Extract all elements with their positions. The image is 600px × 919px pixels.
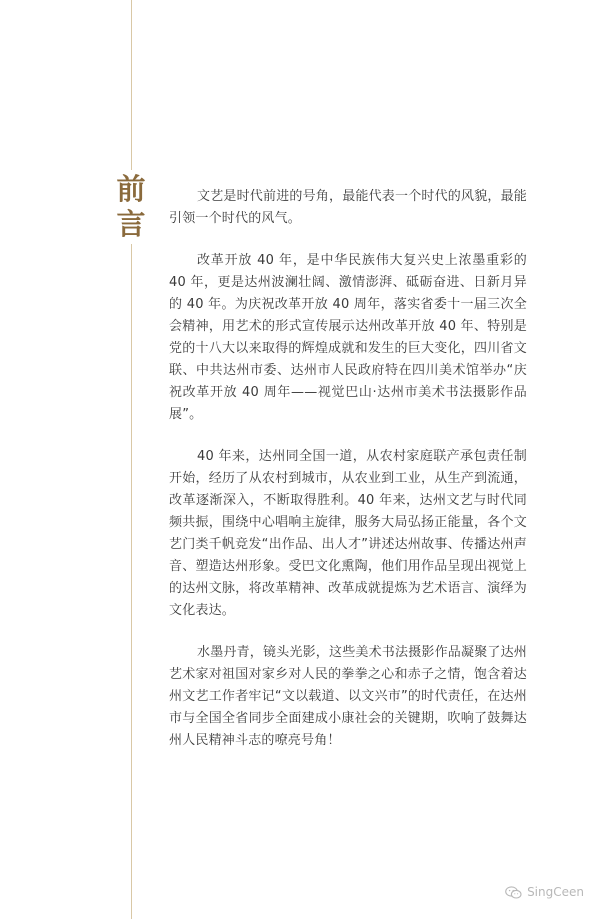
wechat-icon <box>505 886 522 899</box>
paragraph-2: 改革开放 40 年，是中华民族伟大复兴史上浓墨重彩的 40 年，更是达州波澜壮阔、激情澎湃、砥砺奋进、日新月异的 40 年。为庆祝改革开放 40 周年，落实省委十一届三次全会精神，用艺术的形式宣传展示达州改革开放 40 年、特别是党的十八大以来取得的辉煌成就和发生的巨大变化，四川省文联、中共达州市委、达州市人民政府特在四川美术馆举办“庆祝改革开放 40 周年——视觉巴山·达州市美术书法摄影作品展”。 <box>169 253 527 422</box>
paragraph-3: 40 年来，达州同全国一道，从农村家庭联产承包责任制开始，经历了从农村到城市，从农业到工业，从生产到流通，改革逐渐深入，不断取得胜利。40 年来，达州文艺与时代同频共振，围绕中心唱响主旋律，服务大局弘扬正能量，各个文艺门类千帆竞发“出作品、出人才”讲述达州故事、传播达州声音、塑造达州形象。受巴文化熏陶，他们用作品呈现出视觉上的达州文脉，将改革精神、改革成就提炼为艺术语言、演绎为文化表达。 <box>169 449 527 618</box>
heading-char-1: 前 <box>116 172 146 206</box>
watermark-text: SingCeen <box>527 885 584 899</box>
paragraph-4: 水墨丹青，镜头光影，这些美术书法摄影作品凝聚了达州艺术家对祖国对家乡对人民的拳拳之心和赤子之情，饱含着达州文艺工作者牢记“文以载道、以文兴市”的时代责任，在达州市与全国全省同步全面建成小康社会的关键期，吹响了鼓舞达州人民精神斗志的嘹亮号角！ <box>169 645 528 748</box>
watermark <box>505 885 584 899</box>
preface-body <box>169 186 527 772</box>
page-heading <box>114 170 148 244</box>
heading-char-2: 言 <box>116 207 146 241</box>
paragraph-1: 文艺是时代前进的号角，最能代表一个时代的风貌，最能引领一个时代的风气。 <box>169 189 528 226</box>
vertical-rule <box>131 0 132 919</box>
